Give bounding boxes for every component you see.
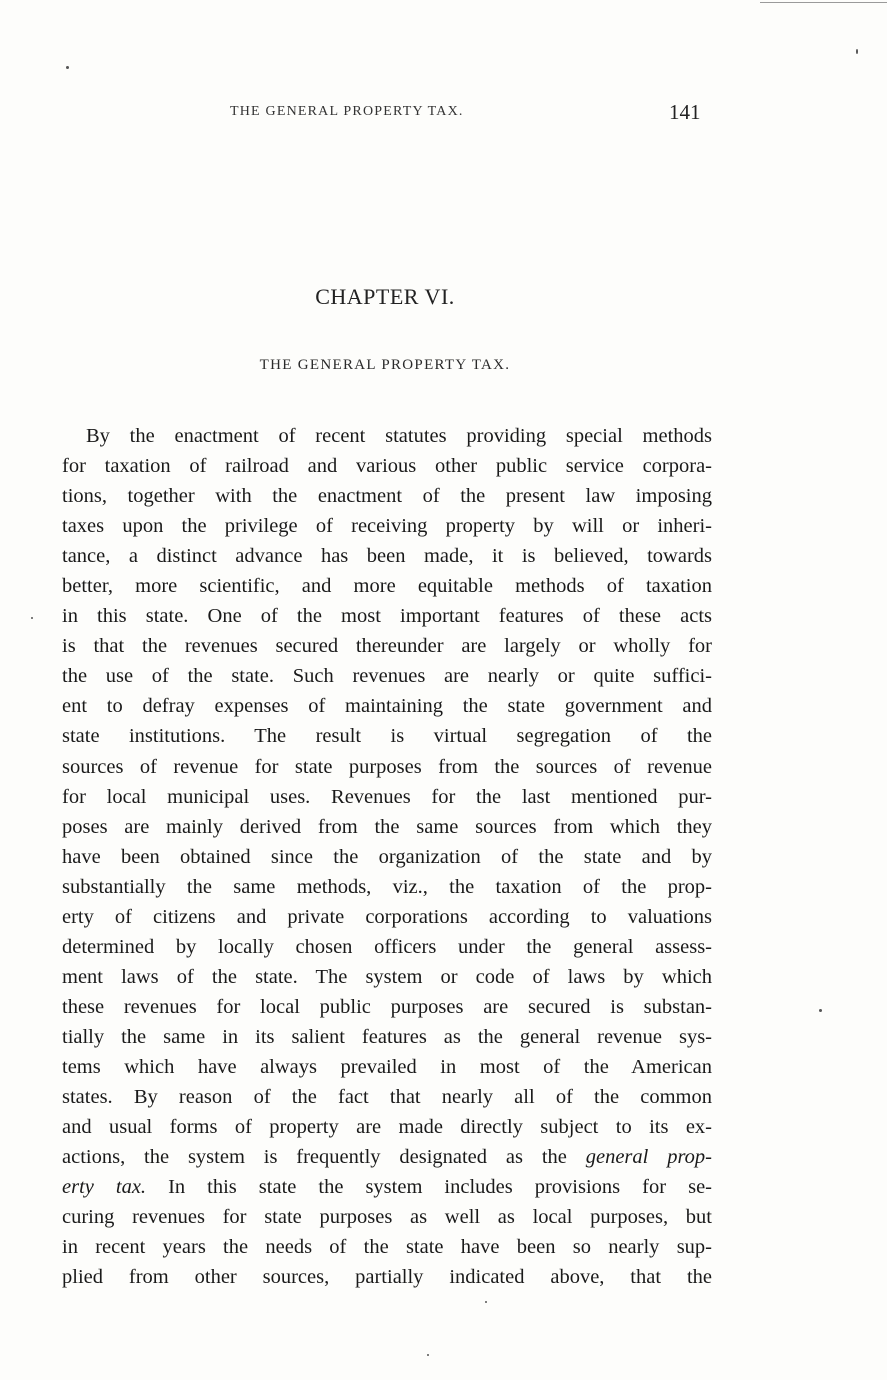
text-line-with-italic [62,1142,712,1172]
paper-speck [856,49,858,54]
text-segment: In this state the system includes provisions for se- [168,1176,712,1199]
text-line: state institutions. The result is virtual segregation of the [62,725,712,748]
text-line: determined by locally chosen officers under the general assess- [62,935,712,958]
text-line: substantially the same methods, viz., the taxation of the prop- [62,875,712,898]
text-line: ment laws of the state. The system or code of laws by which [62,965,712,988]
text-line: plied from other sources, partially indicated above, that the [62,1266,712,1289]
text-line: curing revenues for state purposes as well as local purposes, but [62,1206,712,1229]
italic-term: general prop- [585,1146,713,1169]
text-line: sources of revenue for state purposes from the sources of revenue [62,755,712,778]
page-number: 141 [669,100,701,124]
paper-speck [31,617,33,619]
text-line: ent to defray expenses of maintaining the state government and [62,695,712,718]
body-paragraph [62,421,712,1292]
text-line: tially the same in its salient features as the general revenue sys- [62,1025,712,1048]
chapter-title: THE GENERAL PROPERTY TAX. [259,357,511,373]
paper-speck [819,1009,822,1012]
text-line: the use of the state. Such revenues are nearly or quite suffici- [62,665,712,688]
paper-speck [485,1301,487,1303]
text-line: tance, a distinct advance has been made, it is believed, towards [62,545,712,568]
text-line: for taxation of railroad and various other public service corpora- [62,455,712,478]
text-line: for local municipal uses. Revenues for the last mentioned pur- [62,785,712,808]
text-line: poses are mainly derived from the same sources from which they [62,815,712,838]
text-line: erty of citizens and private corporations according to valuations [62,905,712,928]
paper-speck [66,66,69,69]
text-line-with-italic [62,1172,712,1202]
chapter-number: CHAPTER VI. [315,284,455,309]
text-line: in this state. One of the most important features of these acts [62,605,712,628]
text-line: tions, together with the enactment of the present law imposing [62,485,712,508]
text-line: taxes upon the privilege of receiving property by will or inheri- [62,515,712,538]
text-line: these revenues for local public purposes are secured is substan- [62,995,712,1018]
text-line: in recent years the needs of the state have been so nearly sup- [62,1236,712,1259]
text-line: better, more scientific, and more equitable methods of taxation [62,575,712,598]
text-line: is that the revenues secured thereunder are largely or wholly for [62,635,712,658]
text-line: By the enactment of recent statutes providing special methods [86,425,712,447]
text-segment: actions, the system is frequently designated as the [62,1146,567,1169]
top-edge-rule [760,2,887,3]
running-head: THE GENERAL PROPERTY TAX. [230,104,464,119]
text-line: have been obtained since the organization of the state and by [62,845,712,868]
text-line: and usual forms of property are made directly subject to its ex- [62,1116,712,1139]
text-line: states. By reason of the fact that nearly all of the common [62,1086,712,1109]
italic-term: erty tax. [62,1176,147,1199]
text-line: tems which have always prevailed in most of the American [62,1055,712,1078]
paper-speck [427,1354,429,1356]
